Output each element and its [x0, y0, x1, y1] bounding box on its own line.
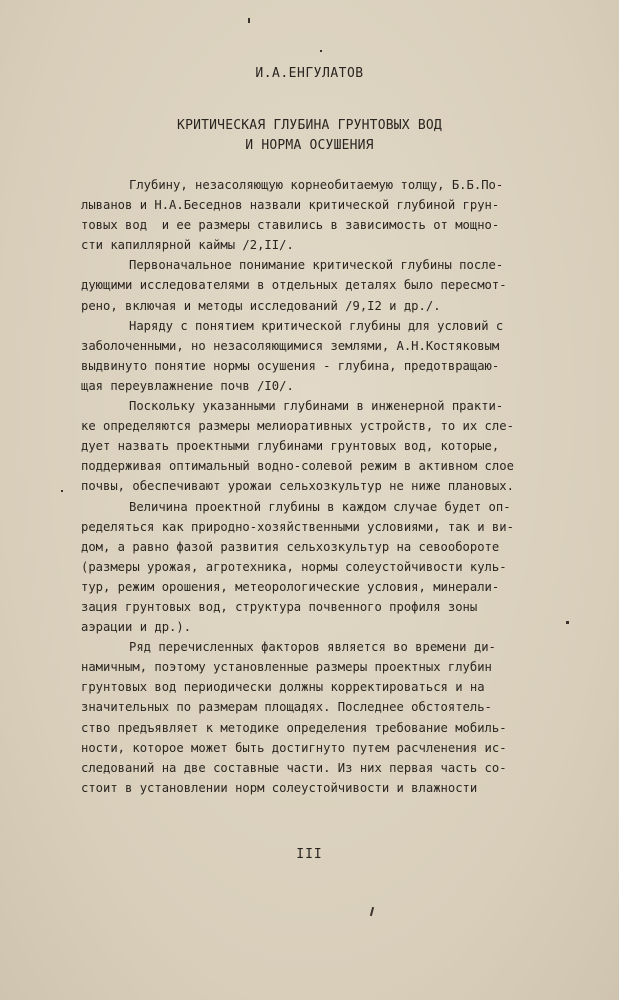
body-line: рено, включая и методы исследований /9,I2 и др./.: [81, 298, 441, 313]
body-line: грунтовых вод периодически должны корректироваться и на: [81, 680, 485, 695]
ink-speck: [61, 490, 63, 492]
article-title: [0, 116, 619, 156]
body-line: дующими исследователями в отдельных деталях было пересмот-: [81, 278, 507, 293]
body-line: дом, а равно фазой развития сельхозкультур на севообороте: [81, 539, 500, 554]
title-line-1: КРИТИЧЕСКАЯ ГЛУБИНА ГРУНТОВЫХ ВОД: [177, 118, 442, 133]
body-line: Глубину, незасоляющую корнеобитаемую толщу, Б.Б.По-: [129, 178, 504, 192]
body-line: тур, режим орошения, метеорологические условия, минерали-: [81, 579, 500, 594]
body-line: аэрации и др.).: [81, 620, 192, 635]
body-line: Поскольку указанными глубинами в инженерной практи-: [129, 399, 504, 414]
ink-speck: [320, 50, 322, 52]
body-line: ности, которое может быть достигнуто путем расчленения ис-: [81, 740, 507, 755]
body-line: (размеры урожая, агротехника, нормы солеустойчивости куль-: [81, 559, 507, 574]
title-line-2: И НОРМА ОСУШЕНИЯ: [245, 138, 374, 153]
body-line: Первоначальное понимание критической глубины после-: [129, 258, 504, 273]
body-line: поддерживая оптимальный водно-солевой режим в активном слое: [81, 459, 514, 474]
body-line: щая переувлажнение почв /I0/.: [81, 378, 294, 393]
ink-speck: [566, 621, 569, 624]
body-line: Наряду с понятием критической глубины для условий с: [129, 318, 504, 333]
body-line: значительных по размерам площадях. Последнее обстоятель-: [81, 700, 492, 715]
body-line: лыванов и Н.А.Беседнов назвали критической глубиной грун-: [81, 198, 500, 213]
author-name: И.А.ЕНГУЛАТОВ: [255, 66, 364, 81]
body-line: намичным, поэтому установленные размеры проектных глубин: [81, 660, 492, 675]
body-line: стоит в установлении норм солеустойчивости и влажности: [81, 780, 478, 795]
body-line: ке определяются размеры мелиоративных устройств, то их сле-: [81, 419, 514, 434]
page-number: III: [296, 847, 323, 862]
body-line: почвы, обеспечивают урожаи сельхозкультур не ниже плановых.: [81, 479, 514, 494]
ink-speck: [248, 18, 250, 23]
article-body: [81, 175, 541, 798]
body-line: зация грунтовых вод, структура почвенного профиля зоны: [81, 599, 478, 614]
body-line: следований на две составные части. Из них первая часть со-: [81, 760, 507, 775]
body-line: заболоченными, но незасоляющимися землями, А.Н.Костяковым: [81, 338, 500, 353]
body-line: Ряд перечисленных факторов является во времени ди-: [129, 640, 496, 655]
body-line: товых вод и ее размеры ставились в зависимость от мощно-: [81, 218, 500, 233]
body-line: дует назвать проектными глубинами грунтовых вод, которые,: [81, 439, 500, 454]
body-line: ство предъявляет к методике определения требование мобиль-: [81, 720, 507, 735]
body-line: ределяться как природно-хозяйственными условиями, так и ви-: [81, 519, 514, 534]
ink-speck: [370, 907, 374, 916]
body-line: Величина проектной глубины в каждом случае будет оп-: [129, 499, 511, 514]
body-line: сти капиллярной каймы /2,II/.: [81, 238, 294, 253]
body-line: выдвинуто понятие нормы осушения - глубина, предотвращаю-: [81, 358, 500, 373]
